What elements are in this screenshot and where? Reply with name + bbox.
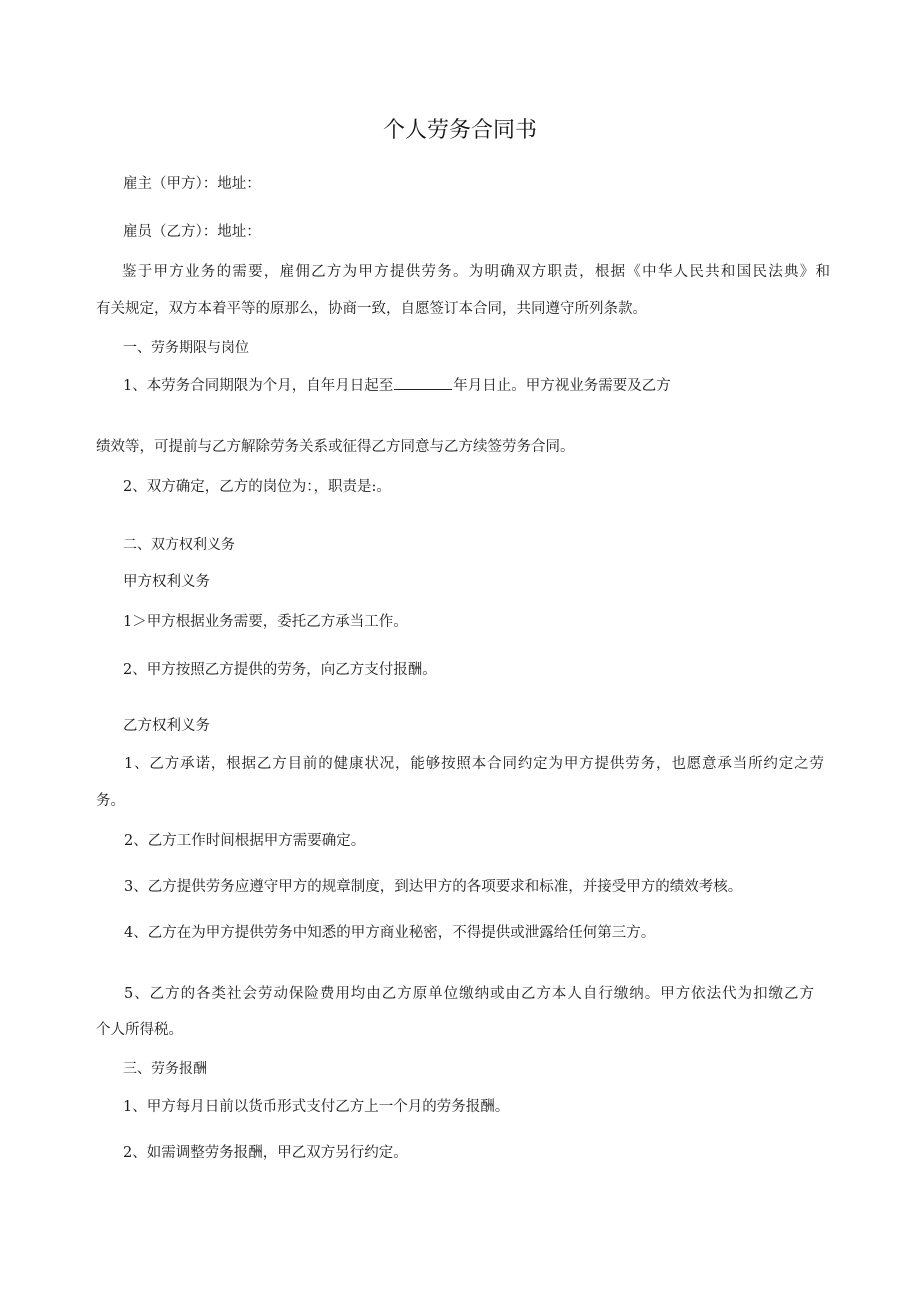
section-1-item-1-part-2: 年月日止。甲方视业务需要及乙方 <box>453 378 671 394</box>
party-b-item-1-line-2: 务。 <box>96 793 125 809</box>
page-title: 个人劳务合同书 <box>382 118 537 143</box>
section-3-item-1: 1、甲方每月日前以货币形式支付乙方上一个月的劳务报酬。 <box>123 1099 510 1115</box>
party-b-item-1-line-1: 1、乙方承诺，根据乙方目前的健康状况，能够按照本合同约定为甲方提供劳务，也愿意承当所约定之劳 <box>124 756 824 772</box>
section-1-item-1-line-2: 绩效等，可提前与乙方解除劳务关系或征得乙方同意与乙方续签劳务合同。 <box>96 439 575 455</box>
section-2-heading: 二、双方权利义务 <box>123 537 235 553</box>
party-b-item-3: 3、乙方提供劳务应遵守甲方的规章制度，到达甲方的各项要求和标准，并接受甲方的绩效考核。 <box>124 879 743 895</box>
section-1-item-1-part-1: 1、本劳务合同期限为个月，自年月日起至 <box>123 378 394 394</box>
employer-line: 雇主（甲方）：地址： <box>123 176 261 192</box>
section-3-item-2: 2、如需调整劳务报酬，甲乙双方另行约定。 <box>123 1145 408 1161</box>
party-b-item-5-line-2: 个人所得税。 <box>96 1022 183 1038</box>
section-1-item-1 <box>123 376 671 396</box>
party-a-heading: 甲方权利义务 <box>123 574 210 590</box>
fill-in-blank <box>394 376 452 390</box>
section-3-heading: 三、劳务报酬 <box>123 1061 207 1077</box>
party-a-item-1: 1＞甲方根据业务需要，委托乙方承当工作。 <box>123 614 408 630</box>
party-b-item-4: 4、乙方在为甲方提供劳务中知悉的甲方商业秘密，不得提供或泄露给任何第三方。 <box>124 925 656 941</box>
preamble-line-2: 有关规定，双方本着平等的原那么，协商一致，自愿签订本合同，共同遵守所列条款。 <box>96 301 647 317</box>
party-a-item-2: 2、甲方按照乙方提供的劳务，向乙方支付报酬。 <box>123 662 437 678</box>
section-1-item-2: 2、双方确定，乙方的岗位为：，职责是:。 <box>123 479 391 495</box>
party-b-item-5-line-1: 5、乙方的各类社会劳动保险费用均由乙方原单位缴纳或由乙方本人自行缴纳。甲方依法代为扣缴乙方 <box>124 986 814 1002</box>
party-b-heading: 乙方权利义务 <box>123 718 210 734</box>
section-1-heading: 一、劳务期限与岗位 <box>123 340 249 356</box>
party-b-item-2: 2、乙方工作时间根据甲方需要确定。 <box>124 833 366 849</box>
preamble-line-1: 鉴于甲方业务的需要，雇佣乙方为甲方提供劳务。为明确双方职责，根据《中华人民共和国民法典》和 <box>122 264 830 280</box>
employee-line: 雇员（乙方）：地址： <box>123 224 261 240</box>
